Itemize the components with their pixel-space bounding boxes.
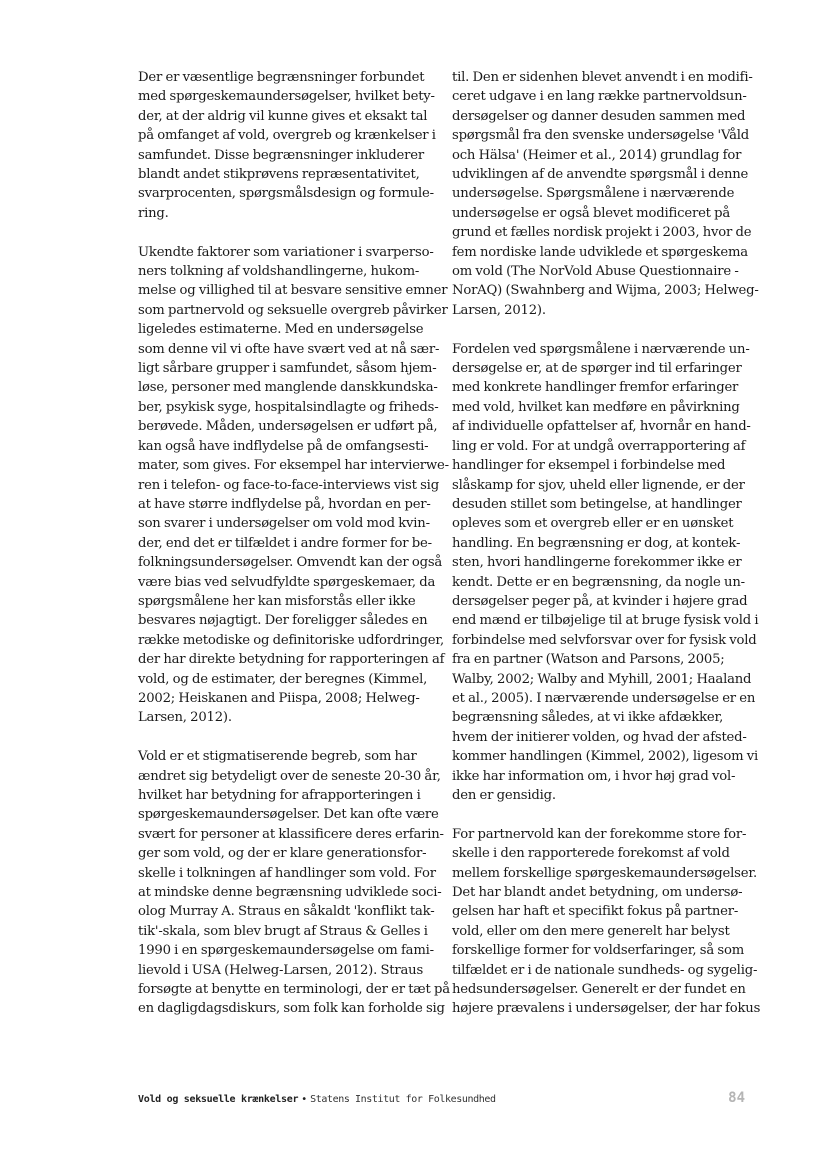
- text-line: opleves som et overgreb eller er en uønsket: [452, 516, 734, 532]
- text-line: som partnervold og seksuelle overgreb påvirker: [138, 302, 448, 318]
- text-line: Vold er et stigmatiserende begreb, som har: [138, 749, 417, 765]
- text-line: berøvede. Måden, undersøgelsen er udført på,: [138, 419, 438, 435]
- text-line: end mænd er tilbøjelige til at bruge fysisk vold i: [452, 613, 759, 629]
- text-line: Fordelen ved spørgsmålene i nærværende un-: [452, 341, 750, 357]
- page-number: 84: [728, 1090, 745, 1106]
- page-footer: [138, 1090, 745, 1112]
- text-line: som denne vil vi ofte have svært ved at nå sær-: [138, 341, 440, 357]
- text-line: med konkrete handlinger fremfor erfaringer: [452, 380, 739, 396]
- text-line: skelle i tolkningen af handlinger som vold. For: [138, 865, 436, 881]
- text-line: Ukendte faktorer som variationer i svarperso-: [138, 244, 434, 260]
- text-line: ændret sig betydeligt over de seneste 20-30 år,: [138, 768, 441, 784]
- footer-institute: Statens Institut for Folkesundhed: [310, 1094, 496, 1105]
- text-line: et al., 2005). I nærværende undersøgelse er en: [452, 690, 756, 706]
- text-line: besvares nøjagtigt. Der foreligger således en: [138, 613, 428, 629]
- text-line: samfundet. Disse begrænsninger inkluderer: [138, 147, 424, 163]
- text-line: om vold (The NorVold Abuse Questionnaire -: [452, 264, 739, 280]
- text-line: spørgsmålene her kan misforstås eller ikke: [138, 593, 416, 609]
- text-line: Der er væsentlige begrænsninger forbundet: [138, 70, 425, 85]
- paragraph-questionnaire-origin: [452, 68, 759, 320]
- text-line: fra en partner (Watson and Parsons, 2005;: [452, 652, 725, 668]
- text-line: løse, personer med manglende danskkundska-: [138, 380, 438, 396]
- text-line: kendt. Dette er en begrænsning, da nogle un-: [452, 574, 745, 590]
- text-line: en dagligdagsdiskurs, som folk kan forholde sig: [138, 1001, 445, 1017]
- paragraph-question-advantages: [452, 340, 759, 806]
- text-line: vold, eller om den mere generelt har belyst: [452, 923, 730, 939]
- text-line: række metodiske og definitoriske udfordringer,: [138, 632, 444, 648]
- text-line: handling. En begrænsning er dog, at kontek-: [452, 535, 741, 551]
- text-line: mater, som gives. For eksempel har intervierwe-: [138, 458, 449, 474]
- text-line: ligt sårbare grupper i samfundet, såsom hjem-: [138, 361, 437, 377]
- text-line: af individuelle opfattelser af, hvornår en hand-: [452, 419, 751, 435]
- text-line: ligeledes estimaterne. Med en undersøgelse: [138, 322, 424, 338]
- text-line: grund et fælles nordisk projekt i 2003, hvor de: [452, 225, 752, 241]
- text-line: begrænsning således, at vi ikke afdækker,: [452, 710, 724, 726]
- text-line: ling er vold. For at undgå overrapportering af: [452, 438, 746, 454]
- right-text-column: [452, 68, 761, 1038]
- text-line: spørgsmål fra den svenske undersøgelse 'Våld: [452, 128, 750, 144]
- text-line: 1990 i en spørgeskemaundersøgelse om fami-: [138, 943, 434, 959]
- text-line: folkningsundersøgelser. Omvendt kan der også: [138, 555, 443, 571]
- paragraph-unknown-factors: [138, 243, 449, 728]
- text-line: hedsundersøgelser. Generelt er der fundet en: [452, 982, 746, 998]
- text-line: dersøgelser peger på, at kvinder i højere grad: [452, 593, 748, 609]
- text-line: med vold, hvilket kan medføre en påvirkning: [452, 399, 740, 415]
- text-line: ceret udgave i en lang række partnervoldsun-: [452, 89, 747, 105]
- text-line: svært for personer at klassificere deres erfarin-: [138, 826, 444, 842]
- text-line: handlinger for eksempel i forbindelse med: [452, 458, 726, 474]
- footer-report-title: Vold og seksuelle krænkelser: [138, 1094, 299, 1105]
- text-line: ren i telefon- og face-to-face-interviews vist sig: [138, 477, 439, 493]
- text-line: olog Murray A. Straus en såkaldt 'konflikt tak-: [138, 904, 435, 920]
- text-line: der har direkte betydning for rapporteringen af: [138, 652, 445, 668]
- text-line: der, end det er tilfældet i andre former for be-: [138, 535, 432, 551]
- text-line: ikke har information om, i hvor høj grad vol-: [452, 768, 736, 784]
- text-line: son svarer i undersøgelser om vold mod kvin-: [138, 516, 430, 532]
- text-line: den er gensidig.: [452, 788, 556, 804]
- text-line: kommer handlingen (Kimmel, 2002), ligesom vi: [452, 749, 759, 765]
- text-line: svarprocenten, spørgsmålsdesign og formule-: [138, 186, 434, 202]
- text-line: Larsen, 2012).: [138, 710, 232, 726]
- text-line: hvilket har betydning for afrapporteringen i: [138, 788, 421, 803]
- text-line: undersøgelse. Spørgsmålene i nærværende: [452, 186, 735, 202]
- text-line: sten, hvori handlingerne forekommer ikke er: [452, 555, 742, 571]
- paragraph-survey-limitations: [138, 68, 440, 223]
- text-line: ber, psykisk syge, hospitalsindlagte og friheds-: [138, 399, 439, 415]
- text-line: melse og villighed til at besvare sensitive emner: [138, 283, 448, 299]
- text-line: slåskamp for sjov, uheld eller lignende, er der: [452, 477, 745, 493]
- text-line: mellem forskellige spørgeskemaundersøgelser.: [452, 865, 757, 881]
- text-line: Larsen, 2012).: [452, 302, 546, 318]
- text-line: være bias ved selvudfyldte spørgeskemaer, da: [138, 574, 436, 590]
- text-line: lievold i USA (Helweg-Larsen, 2012). Straus: [138, 962, 424, 978]
- text-line: højere prævalens i undersøgelser, der har fokus: [452, 1001, 761, 1017]
- text-line: undersøgelse er også blevet modificeret på: [452, 205, 731, 221]
- text-line: ger som vold, og der er klare generationsfor-: [138, 846, 427, 862]
- text-line: forsøgte at benytte en terminologi, der er tæt på: [138, 982, 450, 998]
- text-line: NorAQ) (Swahnberg and Wijma, 2003; Helweg-: [452, 283, 759, 299]
- text-line: fem nordiske lande udviklede et spørgeskema: [452, 244, 748, 260]
- text-line: gelsen har haft et specifikt fokus på partner-: [452, 904, 739, 920]
- text-line: tik'-skala, som blev brugt af Straus & Gelles i: [138, 923, 428, 939]
- text-line: på omfanget af vold, overgreb og krænkelser i: [138, 128, 436, 144]
- text-line: tilfældet er i de nationale sundheds- og sygelig-: [452, 962, 758, 978]
- text-line: ners tolkning af voldshandlingerne, hukom-: [138, 264, 420, 280]
- text-line: 2002; Heiskanen and Piispa, 2008; Helweg-: [138, 690, 420, 706]
- text-line: Det har blandt andet betydning, om undersø-: [452, 885, 743, 901]
- text-line: at have større indflydelse på, hvordan en per-: [138, 496, 431, 512]
- text-line: udviklingen af de anvendte spørgsmål i denne: [452, 167, 749, 183]
- text-line: skelle i den rapporterede forekomst af vold: [452, 846, 730, 862]
- paragraph-violence-stigma: [138, 747, 450, 1019]
- left-text-column: [138, 68, 450, 1038]
- text-line: hvem der initierer volden, og hvad der afsted-: [452, 729, 747, 745]
- text-line: For partnervold kan der forekomme store for-: [452, 826, 747, 842]
- text-line: dersøgelse er, at de spørger ind til erfaringer: [452, 361, 742, 377]
- text-line: vold, og de estimater, der beregnes (Kimmel,: [138, 671, 428, 687]
- text-line: der, at der aldrig vil kunne gives et eksakt tal: [138, 108, 428, 124]
- text-line: at mindske denne begrænsning udviklede soci-: [138, 885, 442, 901]
- footer-separator: •: [301, 1094, 308, 1105]
- text-line: ring.: [138, 205, 169, 221]
- text-line: Walby, 2002; Walby and Myhill, 2001; Haaland: [452, 671, 752, 687]
- text-line: blandt andet stikprøvens repræsentativitet,: [138, 167, 420, 183]
- text-line: spørgeskemaundersøgelser. Det kan ofte være: [138, 807, 439, 823]
- text-line: och Hälsa' (Heimer et al., 2014) grundlag for: [452, 147, 742, 163]
- text-line: dersøgelser og danner desuden sammen med: [452, 108, 746, 124]
- text-line: forskellige former for voldserfaringer, så som: [452, 943, 745, 959]
- paragraph-partner-violence-differences: [452, 825, 761, 1019]
- text-line: med spørgeskemaundersøgelser, hvilket bety-: [138, 89, 435, 105]
- text-line: forbindelse med selvforsvar over for fysisk vold: [452, 632, 757, 648]
- text-line: desuden stillet som betingelse, at handlinger: [452, 496, 742, 512]
- text-line: kan også have indflydelse på de omfangsesti-: [138, 438, 429, 454]
- text-line: til. Den er sidenhen blevet anvendt i en modifi-: [452, 70, 753, 85]
